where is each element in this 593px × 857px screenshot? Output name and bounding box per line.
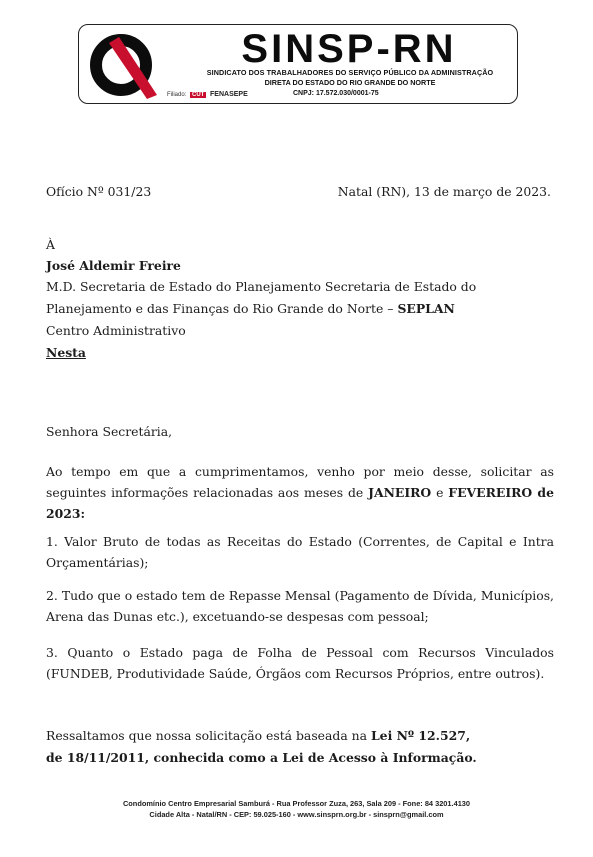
addressee-place: Centro Administrativo (46, 323, 186, 338)
footer-contact: Cidade Alta - Natal/RN - CEP: 59.025-160 - www.sinsprn.org.br - sinsprn@gmail.com (149, 810, 444, 819)
union-name: SINDICATO DOS TRABALHADORES DO SERVIÇO PÚBLICO DA ADMINISTRAÇÃO (206, 68, 494, 77)
intro-bold-month-2: FEVEREIRO de 2023 (46, 485, 554, 521)
cnpj: CNPJ: 17.572.030/0001-75 (293, 90, 379, 97)
letterhead (78, 24, 518, 104)
intro-end: : (80, 506, 86, 521)
oficio-number: Ofício Nº 031/23 (46, 184, 152, 199)
fenasepe-label: FENASEPE (210, 91, 248, 98)
request-item-1: 1. Valor Bruto de todas as Receitas do Estado (Correntes, de Capital e Intra Orçamentárias); (46, 534, 554, 570)
addressee-role-text: Planejamento e das Finanças do Rio Grande do Norte – (46, 301, 398, 316)
union-name-2: DIRETA DO ESTADO DO RIO GRANDE DO NORTE (264, 78, 436, 87)
addressee-role-line2 (46, 298, 455, 320)
sinsp-logo (87, 29, 163, 101)
request-item-2: 2. Tudo que o estado tem de Repasse Mensal (Pagamento de Dívida, Municípios, Arena das Dunas etc.), excetuando-se despesas com pessoal; (46, 588, 554, 624)
intro-text: Ao tempo em que a cumprimentamos, venho por meio desse, solicitar as seguintes informações relacionadas aos meses de (46, 464, 554, 500)
closing-line1 (46, 725, 470, 747)
addressee-name: José Aldemir Freire (46, 258, 181, 273)
cut-logo: CUT (192, 92, 205, 98)
intro-paragraph (46, 461, 554, 524)
law-reference: Lei Nº 12.527, (370, 728, 471, 743)
nesta-label: Nesta (46, 345, 86, 360)
footer-address: Condomínio Centro Empresarial Samburá - Rua Professor Zuza, 263, Sala 209 - Fone: 84 3201.4130 (122, 799, 471, 808)
seplan-label: SEPLAN (397, 301, 455, 316)
closing-line2: de 18/11/2011, conhecida como a Lei de Acesso à Informação. (46, 750, 477, 765)
filiado-label: Filiado: (167, 92, 187, 98)
request-item-3: 3. Quanto o Estado paga de Folha de Pessoal com Recursos Vinculados (FUNDEB, Produtividade Saúde, Órgãos com Recursos Próprios, entre outros). (46, 645, 554, 681)
addressee-role-line1: M.D. Secretaria de Estado do Planejamento Secretaria de Estado do (46, 279, 477, 294)
salutation: Senhora Secretária, (46, 424, 173, 439)
intro-bold-month-1: JANEIRO (368, 485, 432, 500)
addressee-prefix: À (46, 237, 55, 252)
letter-date: Natal (RN), 13 de março de 2023. (337, 184, 551, 199)
brand-title: SINSP-RN (241, 27, 457, 71)
affiliation (167, 91, 248, 98)
intro-mid: e (431, 485, 449, 500)
closing-text: Ressaltamos que nossa solicitação está baseada na (46, 728, 371, 743)
